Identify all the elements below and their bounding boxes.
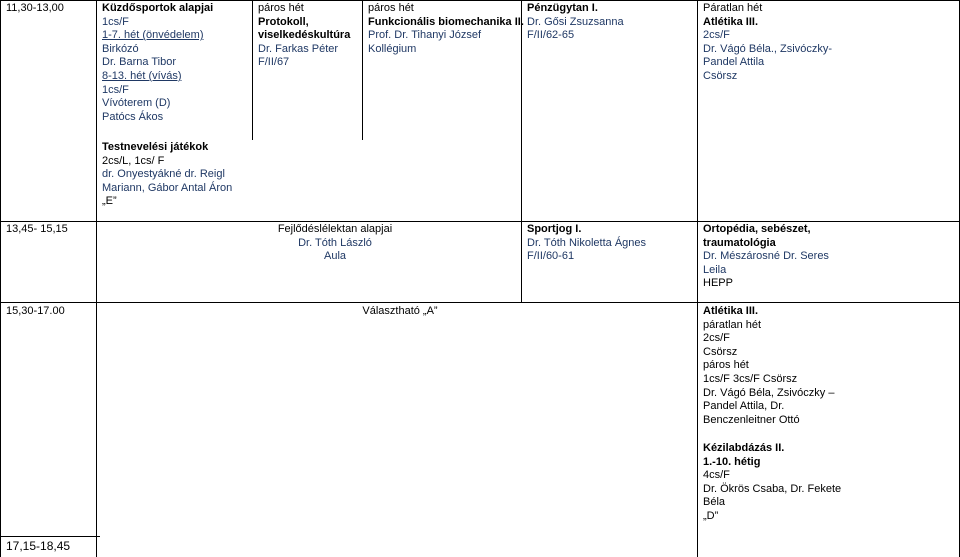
- elective-label: Választható „A”: [362, 305, 438, 317]
- row-divider: [0, 302, 960, 303]
- col-divider: [252, 0, 253, 140]
- time-slot-3: 15,30-17.00: [6, 305, 65, 317]
- time-slot-2: 13,45- 15,15: [6, 223, 68, 235]
- course-penzugytan: Pénzügytan I. Dr. Gősi Zsuzsanna F/II/62-65: [527, 2, 624, 42]
- col-divider: [0, 0, 1, 557]
- course-atletika-2: Atlétika III. páratlan hét 2cs/F Csörsz páros hét 1cs/F 3cs/F Csörsz Dr. Vágó Béla, Zsivóczky – Pandel Attila, Dr. Benczenleitner Ottó: [703, 305, 835, 426]
- course-testnevelesi-jatekok: Testnevelési játékok 2cs/L, 1cs/ F dr. Onyestyákné dr. Reigl Mariann, Gábor Antal Áron „E”: [102, 141, 233, 208]
- row-divider: [0, 0, 960, 1]
- col-divider: [362, 0, 363, 140]
- course-fejlodeslelektan: Fejlődéslélektan alapjai Dr. Tóth László Aula: [277, 223, 393, 263]
- course-atletika-1: Páratlan hét Atlétika III. 2cs/F Dr. Vágó Béla., Zsivóczky- Pandel Attila Csörsz: [703, 2, 832, 82]
- col-divider: [96, 0, 97, 557]
- course-title: Testnevelési játékok: [102, 141, 209, 153]
- course-title: Küzdősportok alapjai: [102, 2, 214, 14]
- course-kuzdosportok: Küzdősportok alapjai 1cs/F 1-7. hét (önvédelem) Birkózó Dr. Barna Tibor 8-13. hét (vívás) 1cs/F Vívóterem (D) Patócs Ákos: [102, 2, 214, 123]
- row-divider: [0, 221, 960, 222]
- course-funkcionalis-biomechanika: páros hét Funkcionális biomechanika II. Prof. Dr. Tihanyi József Kollégium: [368, 2, 524, 55]
- col-divider: [697, 0, 698, 557]
- course-ortopedia: Ortopédia, sebészet, traumatológia Dr. Mészárosné Dr. Seres Leila HEPP: [703, 223, 829, 290]
- course-kezilabdazas: Kézilabdázás II. 1.-10. hétig 4cs/F Dr. Ökrös Csaba, Dr. Fekete Béla „D”: [703, 442, 842, 522]
- course-protokoll: páros hét Protokoll, viselkedéskultúra Dr. Farkas Péter F/II/67: [258, 2, 351, 69]
- course-sportjog: Sportjog I. Dr. Tóth Nikoletta Ágnes F/II/60-61: [527, 223, 647, 263]
- time-slot-1: 11,30-13,00: [6, 2, 64, 14]
- row-divider: [0, 536, 100, 537]
- time-slot-4: 17,15-18,45: [6, 539, 71, 553]
